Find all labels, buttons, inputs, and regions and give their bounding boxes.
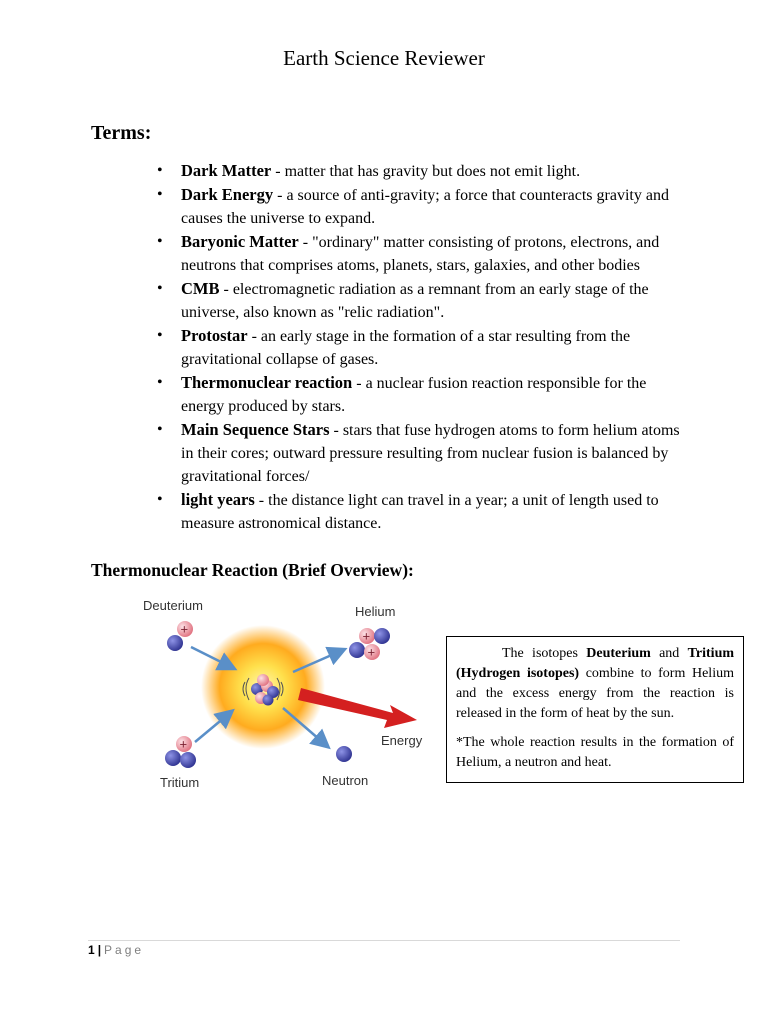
terms-heading: Terms: bbox=[91, 122, 152, 144]
term-definition: - stars that fuse hydrogen atoms to form helium atoms in their cores; outward pressure resulting from nuclear fusion is balanced by gravitational forces/ bbox=[181, 422, 680, 485]
plus-sign: + bbox=[180, 621, 189, 637]
term-definition: - a source of anti-gravity; a force that counteracts gravity and causes the universe to expand. bbox=[181, 187, 669, 227]
bullet-icon: • bbox=[157, 186, 163, 203]
page-title: Earth Science Reviewer bbox=[283, 46, 485, 70]
neutron-particle bbox=[336, 746, 352, 762]
fusion-diagram-svg bbox=[135, 592, 435, 797]
bullet-icon: • bbox=[157, 491, 163, 508]
info-box bbox=[446, 636, 744, 783]
page-footer bbox=[88, 943, 144, 957]
info-text: and bbox=[650, 646, 688, 661]
term-name: Protostar bbox=[181, 326, 248, 345]
section-heading: Thermonuclear Reaction (Brief Overview): bbox=[91, 560, 414, 580]
term-definition: - the distance light can travel in a year; a unit of length used to measure astronomical distance. bbox=[181, 492, 659, 532]
terms-list bbox=[157, 159, 691, 535]
bullet-icon: • bbox=[157, 327, 163, 344]
info-text: combine to form Helium and the excess energy from the reaction is released in the form of heat by the sun. bbox=[456, 666, 734, 721]
list-item bbox=[157, 418, 691, 488]
term-name: Dark Energy bbox=[181, 185, 274, 204]
info-paragraph bbox=[456, 644, 734, 724]
list-item bbox=[157, 159, 691, 183]
list-item bbox=[157, 324, 691, 371]
term-name: Baryonic Matter bbox=[181, 232, 299, 251]
term-name: Main Sequence Stars bbox=[181, 420, 330, 439]
footer-separator: | bbox=[97, 943, 102, 957]
bullet-icon: • bbox=[157, 162, 163, 179]
term-definition: - an early stage in the formation of a star resulting from the gravitational collapse of gases. bbox=[181, 328, 631, 368]
deuterium-atom bbox=[167, 621, 193, 651]
term-definition: - a nuclear fusion reaction responsible for the energy produced by stars. bbox=[181, 375, 647, 415]
helium-label: Helium bbox=[355, 604, 396, 619]
plus-sign: + bbox=[179, 736, 188, 752]
energy-label: Energy bbox=[381, 733, 423, 748]
term-name: light years bbox=[181, 490, 255, 509]
bullet-icon: • bbox=[157, 374, 163, 391]
term-name: Dark Matter bbox=[181, 161, 272, 180]
list-item bbox=[157, 277, 691, 324]
page-word: Page bbox=[104, 943, 145, 957]
tritium-atom bbox=[165, 736, 196, 768]
footer-divider bbox=[88, 940, 680, 941]
term-definition: - "ordinary" matter consisting of protons, electrons, and neutrons that comprises atoms, planets, stars, galaxies, and other bodies bbox=[181, 234, 660, 274]
bullet-icon: • bbox=[157, 280, 163, 297]
info-bold-tritium: Tritium bbox=[687, 646, 735, 661]
info-text: The isotopes bbox=[502, 646, 587, 661]
plus-sign: + bbox=[362, 628, 371, 644]
page-number: 1 bbox=[88, 943, 95, 957]
neutron-label: Neutron bbox=[322, 773, 369, 788]
term-definition: - electromagnetic radiation as a remnant from an early stage of the universe, also known as "relic radiation". bbox=[181, 281, 649, 321]
term-name: Thermonuclear reaction bbox=[181, 373, 353, 392]
deuterium-label: Deuterium bbox=[143, 598, 203, 613]
info-bold-hydrogen-isotopes: (Hydrogen isotopes) bbox=[456, 666, 580, 681]
plus-sign: + bbox=[367, 644, 376, 660]
bullet-icon: • bbox=[157, 233, 163, 250]
info-bold-deuterium: Deuterium bbox=[586, 646, 651, 661]
list-item bbox=[157, 371, 691, 418]
helium-atom bbox=[349, 628, 390, 660]
list-item bbox=[157, 183, 691, 230]
list-item bbox=[157, 488, 691, 535]
bullet-icon: • bbox=[157, 421, 163, 438]
term-name: CMB bbox=[181, 279, 220, 298]
fusion-diagram bbox=[135, 592, 435, 797]
term-definition: - matter that has gravity but does not emit light. bbox=[271, 163, 581, 180]
tritium-label: Tritium bbox=[160, 775, 200, 790]
info-note: *The whole reaction results in the formation of Helium, a neutron and heat. bbox=[456, 735, 734, 770]
list-item bbox=[157, 230, 691, 277]
